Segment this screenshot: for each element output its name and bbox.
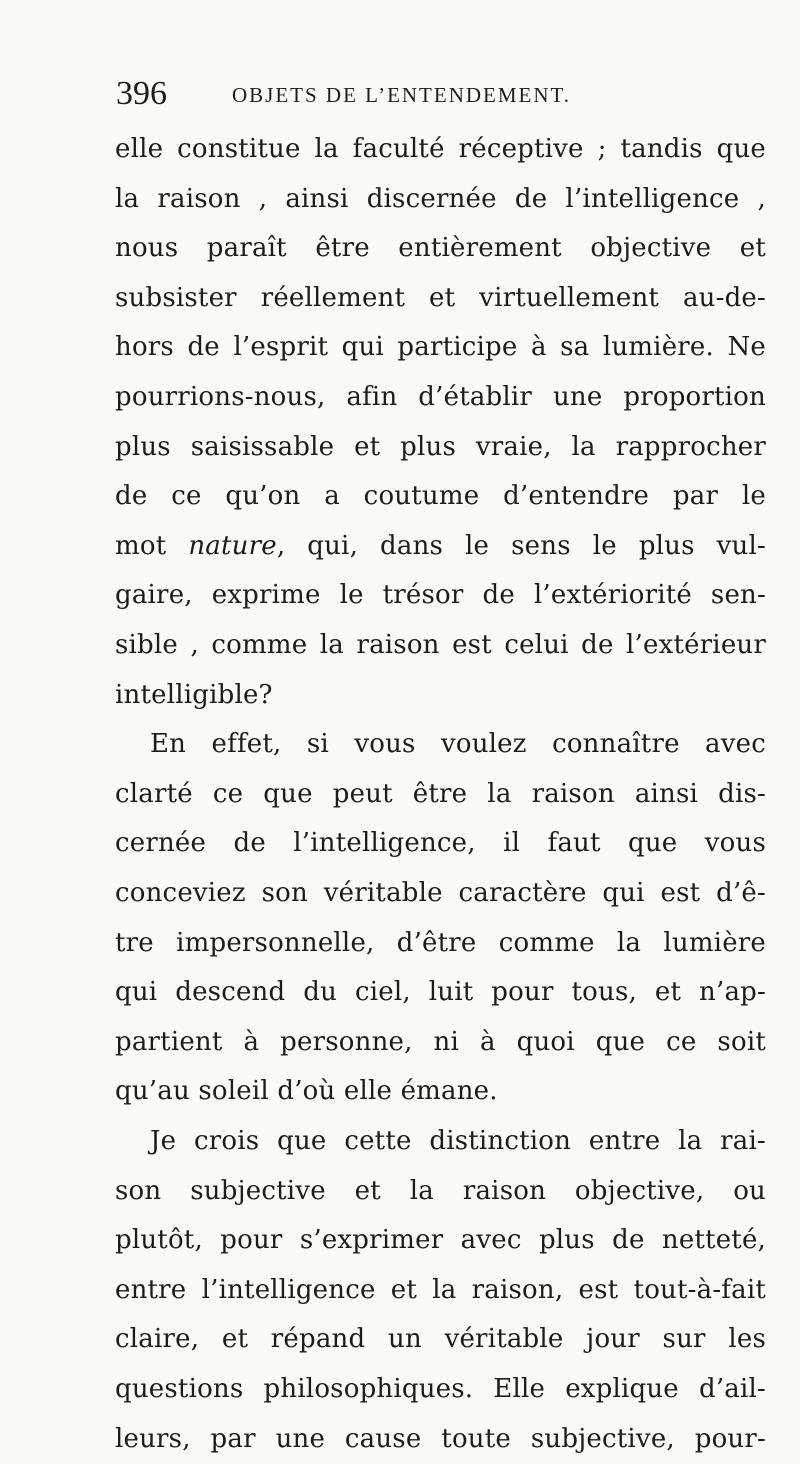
text-line: clarté ce que peut être la raison ainsi dis- [115,778,766,809]
text-line: entre l’intelligence et la raison, est tout-à-fait [115,1274,766,1305]
text-line: conceviez son véritable caractère qui est d’ê- [115,878,766,908]
paragraph-start-line: Je crois que cette distinction entre la rai- [150,1126,766,1156]
paragraph-start-line: En effet, si vous voulez connaître avec [150,729,766,760]
text-line: sible , comme la raison est celui de l’extérieur [115,630,766,660]
text-line: leurs, par une cause toute subjective, pour- [115,1423,766,1454]
text-line: subsister réellement et virtuellement au-de- [115,282,766,313]
line-start: mot [115,530,189,561]
text-line: tre impersonnelle, d’être comme la lumière [115,927,766,958]
text-line: cernée de l’intelligence, il faut que vous [115,828,766,859]
text-line: questions philosophiques. Elle explique d’ail- [115,1374,766,1404]
text-line: claire, et répand un véritable jour sur les [115,1324,766,1355]
text-line: nous paraît être entièrement objective et [115,233,766,264]
text-line: partient à personne, ni à quoi que ce soit [115,1026,766,1057]
text-line: elle constitue la faculté réceptive ; tandis que [115,134,766,164]
italic-word: nature [188,530,277,561]
text-line: gaire, exprime le trésor de l’extériorité sen- [115,580,766,611]
text-line: plutôt, pour s’exprimer avec plus de netteté, [115,1225,766,1256]
text-line: de ce qu’on a coutume d’entendre par le [115,481,766,512]
text-line: la raison , ainsi discernée de l’intelligence , [115,183,766,214]
text-line: intelligible? [115,679,273,710]
text-line [115,521,766,571]
text-line: son subjective et la raison objective, ou [115,1175,766,1206]
running-head [116,74,676,114]
text-line: pourrions-nous, afin d’établir une proportion [115,382,766,412]
text-line: qu’au soleil d’où elle émane. [115,1076,498,1107]
line-rest: , qui, dans le sens le plus vul- [276,530,766,561]
text-line: plus saisissable et plus vraie, la rapprocher [115,431,766,462]
page-number: 396 [116,75,167,112]
text-line: hors de l’esprit qui participe à sa lumière. Ne [115,332,766,363]
running-title: OBJETS DE L’ENTENDEMENT. [232,83,572,107]
text-line: qui descend du ciel, luit pour tous, et n’ap- [115,977,766,1008]
